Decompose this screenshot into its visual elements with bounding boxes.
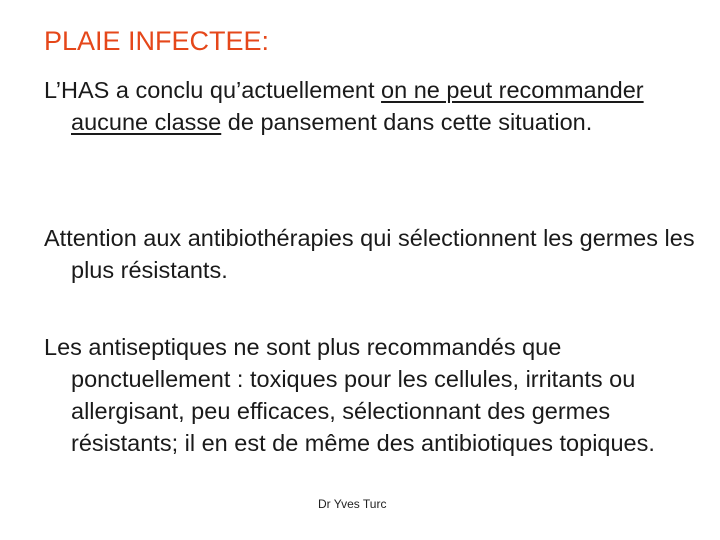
paragraph-has-conclusion: [44, 74, 711, 138]
underlined-recommendation-text: on ne peut recommander aucune classe: [71, 77, 644, 135]
paragraph-has-text-end: de pansement dans cette situation.: [221, 109, 593, 135]
slide-title: PLAIE INFECTEE:: [44, 26, 270, 56]
paragraph-antiseptics: Les antiseptiques ne sont plus recommandés que ponctuellement : toxiques pour les cellules, irritants ou allergisant, peu efficaces, sélectionnant des germes résistants; il en est de même des antibiotiques topiques.: [44, 334, 655, 456]
footer-author: Dr Yves Turc: [318, 497, 387, 511]
paragraph-antibiotherapy-warning: Attention aux antibiothérapies qui sélectionnent les germes les plus résistants.: [44, 225, 695, 283]
paragraph-has-text-start: L’HAS a conclu qu’actuellement: [44, 77, 382, 103]
